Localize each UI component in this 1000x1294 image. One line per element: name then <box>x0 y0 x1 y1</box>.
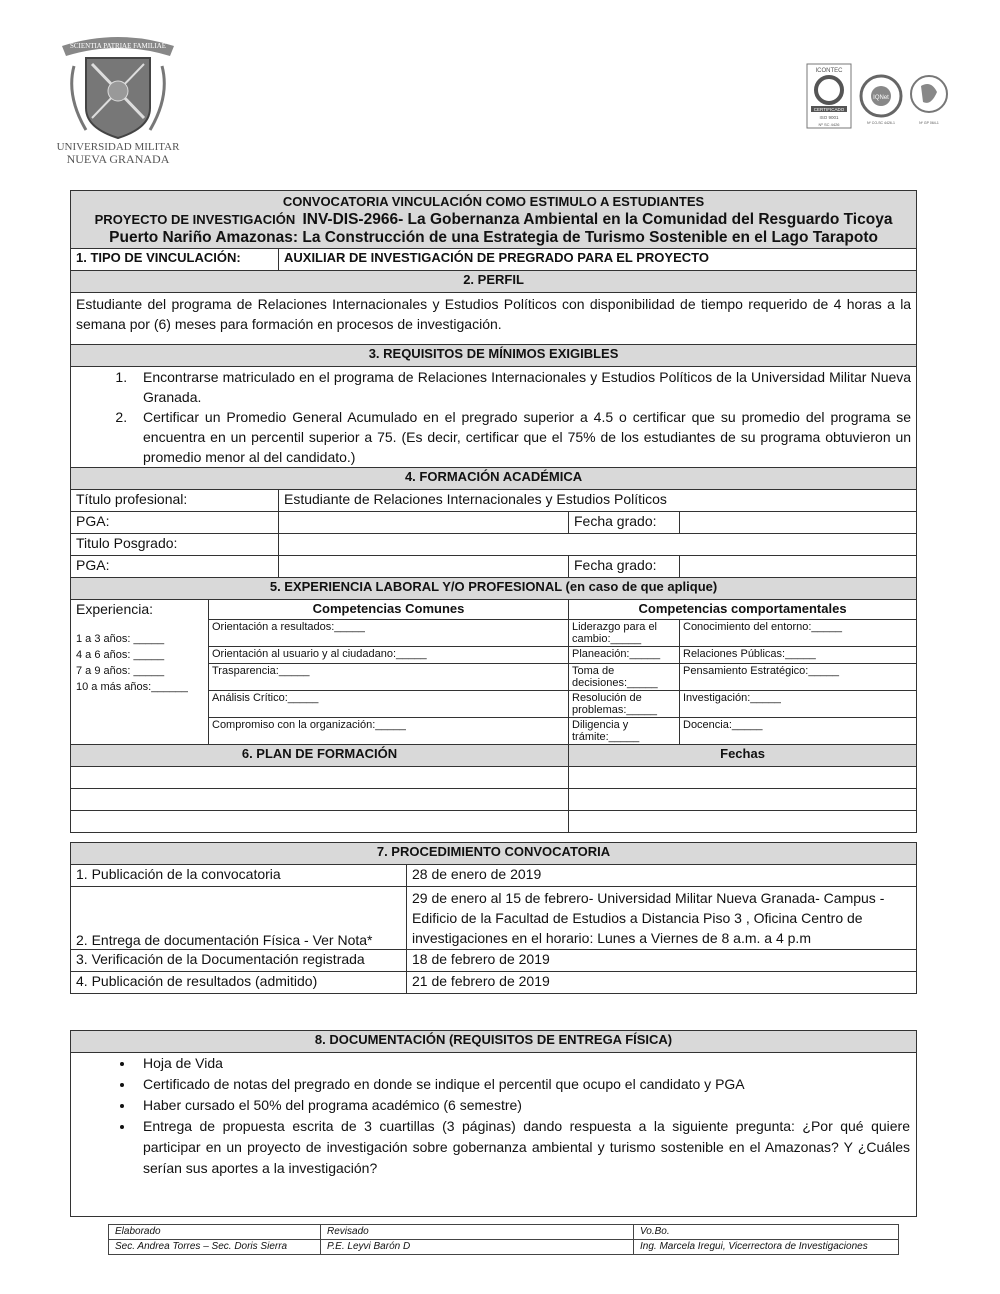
requisito-item: 2. Certificar un Promedio General Acumulado en el pregrado superior a 4.5 o certificar que su promedio del programa se encuentra en un percentil superior a 75. (Es decir, certificar que el 75% de los estudiantes de su programa obtuvieron un promedio menor al del candidato.) <box>131 407 911 467</box>
documentacion-heading: 8. DOCUMENTACIÓN (REQUISITOS DE ENTREGA FÍSICA) <box>71 1031 917 1053</box>
title-line1: CONVOCATORIA VINCULACIÓN COMO ESTIMULO A ESTUDIANTES <box>282 194 705 209</box>
procedimiento-date: 28 de enero de 2019 <box>407 865 917 887</box>
procedimiento-date: 18 de febrero de 2019 <box>407 950 917 972</box>
titulo-profesional-value: Estudiante de Relaciones Internacionales y Estudios Políticos <box>279 490 917 512</box>
revisado-value: P.E. Leyvi Barón D <box>321 1240 634 1255</box>
cert1-label: CERTIFICADO <box>813 107 845 112</box>
experiencia-heading: 5. EXPERIENCIA LABORAL Y/O PROFESIONAL (en caso de que aplique) <box>71 578 917 600</box>
approval-footer <box>108 1224 899 1255</box>
documento-item: • Hoja de Vida <box>135 1053 910 1074</box>
experiencia-label: Experiencia: <box>76 601 154 617</box>
titulo-profesional-label: Título profesional: <box>71 490 279 512</box>
iqnet-label: IQNet <box>873 95 889 101</box>
documentacion-list <box>135 1053 910 1179</box>
plan-formacion-row[interactable] <box>71 767 569 789</box>
certification-logos <box>805 62 955 132</box>
experiencia-option[interactable]: 10 a más años:______ <box>76 681 188 693</box>
competencias-comunes-header: Competencias Comunes <box>209 600 569 620</box>
competencia-comportamental[interactable]: Diligencia y trámite:_____ <box>569 718 680 745</box>
requisito-item: 1. Encontrarse matriculado en el programa de Relaciones Internacionales y Estudios Políticos de la Universidad Militar Nueva Granada. <box>131 367 911 407</box>
experiencia-cell <box>71 600 209 745</box>
fechas-header: Fechas <box>569 745 917 767</box>
title-line3: Puerto Nariño Amazonas: La Construcción de una Estrategia de Turismo Sostenible en el Lago Tarapoto <box>109 229 878 246</box>
plan-fecha-cell[interactable] <box>569 811 917 833</box>
documento-item: • Entrega de propuesta escrita de 3 cuartillas (3 páginas) dando respuesta a la siguiente pregunta: ¿Por qué quiere participar en un proyecto de investigación sobre gobernanza ambiental y turismo sostenible en el Amazonas? Y ¿Cuáles serían sus aportes a la investigación? <box>135 1116 910 1179</box>
logo-name-line1: UNIVERSIDAD MILITAR <box>56 141 180 153</box>
procedimiento-date: 21 de febrero de 2019 <box>407 972 917 994</box>
tipo-vinculacion-label: 1. TIPO DE VINCULACIÓN: <box>71 249 279 271</box>
procedimiento-step: 1. Publicación de la convocatoria <box>71 865 407 887</box>
title-line2: INV-DIS-2966- La Gobernanza Ambiental en la Comunidad del Resguardo Ticoya <box>302 211 893 228</box>
competencia-comportamental[interactable]: Investigación:_____ <box>680 691 917 718</box>
cert1-std: ISO 9001 <box>819 115 839 120</box>
plan-formacion-row[interactable] <box>71 811 569 833</box>
logo-motto: SCIENTIA PATRIAE FAMILIAE <box>69 42 167 50</box>
fecha-grado2-value[interactable] <box>680 556 917 578</box>
documentacion-table <box>70 1030 917 1217</box>
procedimiento-step: 4. Publicación de resultados (admitido) <box>71 972 407 994</box>
elaborado-value: Sec. Andrea Torres – Sec. Doris Sierra <box>109 1240 321 1255</box>
formacion-heading: 4. FORMACIÓN ACADÉMICA <box>71 468 917 490</box>
experiencia-option[interactable]: 1 a 3 años: _____ <box>76 633 165 645</box>
requisitos-heading: 3. REQUISITOS DE MÍNIMOS EXIGIBLES <box>71 345 917 367</box>
pga2-label: PGA: <box>71 556 279 578</box>
plan-formacion-row[interactable] <box>71 789 569 811</box>
procedimiento-step: 2. Entrega de documentación Física - Ver Nota* <box>71 887 407 950</box>
procedimiento-step: 3. Verificación de la Documentación registrada <box>71 950 407 972</box>
fecha-grado2-label: Fecha grado: <box>569 556 680 578</box>
vobo-label: Vo.Bo. <box>634 1225 899 1240</box>
competencia-comportamental[interactable]: Relaciones Públicas:_____ <box>680 647 917 664</box>
pga2-value[interactable] <box>279 556 569 578</box>
competencia-comun[interactable]: Análisis Crítico:_____ <box>209 691 569 718</box>
competencia-comun[interactable]: Orientación al usuario y al ciudadano:_____ <box>209 647 569 664</box>
competencia-comun[interactable]: Trasparencia:_____ <box>209 664 569 691</box>
perfil-heading: 2. PERFIL <box>71 271 917 293</box>
documentacion-list-cell <box>71 1053 917 1217</box>
logo-name-line2: NUEVA GRANADA <box>66 152 170 166</box>
title-prefix: PROYECTO DE INVESTIGACIÓN <box>94 212 296 227</box>
icontec-label: ICONTEC <box>815 68 843 74</box>
procedimiento-heading: 7. PROCEDIMIENTO CONVOCATORIA <box>71 843 917 865</box>
pga-value[interactable] <box>279 512 569 534</box>
competencia-comportamental[interactable]: Toma de decisiones:_____ <box>569 664 680 691</box>
plan-formacion-header: 6. PLAN DE FORMACIÓN <box>71 745 569 767</box>
competencia-comun[interactable]: Compromiso con la organización:_____ <box>209 718 569 745</box>
university-logo <box>52 26 184 166</box>
requisitos-list-cell <box>71 367 917 468</box>
tipo-vinculacion-value: AUXILIAR DE INVESTIGACIÓN DE PREGRADO PARA EL PROYECTO <box>279 249 917 271</box>
cert1-no: Nº SC 4426 <box>818 122 840 127</box>
requisitos-list <box>131 367 911 467</box>
competencias-comportamentales-header: Competencias comportamentales <box>569 600 917 620</box>
procedimiento-table <box>70 842 917 994</box>
procedimiento-date: 29 de enero al 15 de febrero- Universidad Militar Nueva Granada- Campus - Edificio de la Facultad de Estudios a Distancia Piso 3 , Oficina Centro de investigaciones en el horario: Lunes a Viernes de 8 a.m. a 4 p.m <box>407 887 917 950</box>
revisado-label: Revisado <box>321 1225 634 1240</box>
elaborado-label: Elaborado <box>109 1225 321 1240</box>
competencia-comportamental[interactable]: Docencia:_____ <box>680 718 917 745</box>
fecha-grado-label: Fecha grado: <box>569 512 680 534</box>
experiencia-option[interactable]: 4 a 6 años: _____ <box>76 649 165 661</box>
competencia-comun[interactable]: Orientación a resultados:_____ <box>209 620 569 647</box>
fecha-grado-value[interactable] <box>680 512 917 534</box>
plan-fecha-cell[interactable] <box>569 767 917 789</box>
documento-item: • Haber cursado el 50% del programa académico (6 semestre) <box>135 1095 910 1116</box>
perfil-text: Estudiante del programa de Relaciones Internacionales y Estudios Políticos con disponibilidad de tiempo requerido de 4 horas a la semana por (6) meses para formación en procesos de investigación. <box>71 293 917 345</box>
documento-item: • Certificado de notas del pregrado en donde se indique el percentil que ocupo el candidato y PGA <box>135 1074 910 1095</box>
convocatoria-form-table <box>70 190 917 833</box>
plan-fecha-cell[interactable] <box>569 789 917 811</box>
cert3-no: Nº GP 064-1 <box>919 121 939 125</box>
competencia-comportamental[interactable]: Planeación:_____ <box>569 647 680 664</box>
competencia-comportamental[interactable]: Resolución de problemas:_____ <box>569 691 680 718</box>
competencia-comportamental[interactable]: Pensamiento Estratégico:_____ <box>680 664 917 691</box>
vobo-value: Ing. Marcela Iregui, Vicerrectora de Investigaciones <box>634 1240 899 1255</box>
competencia-comportamental[interactable]: Liderazgo para el cambio:_____ <box>569 620 680 647</box>
competencia-comportamental[interactable]: Conocimiento del entorno:_____ <box>680 620 917 647</box>
titulo-posgrado-value[interactable] <box>279 534 917 556</box>
cert2-no: Nº CO-SC 4426-1 <box>867 121 895 125</box>
pga-label: PGA: <box>71 512 279 534</box>
titulo-posgrado-label: Titulo Posgrado: <box>71 534 279 556</box>
form-title <box>71 191 917 249</box>
experiencia-option[interactable]: 7 a 9 años: _____ <box>76 665 165 677</box>
